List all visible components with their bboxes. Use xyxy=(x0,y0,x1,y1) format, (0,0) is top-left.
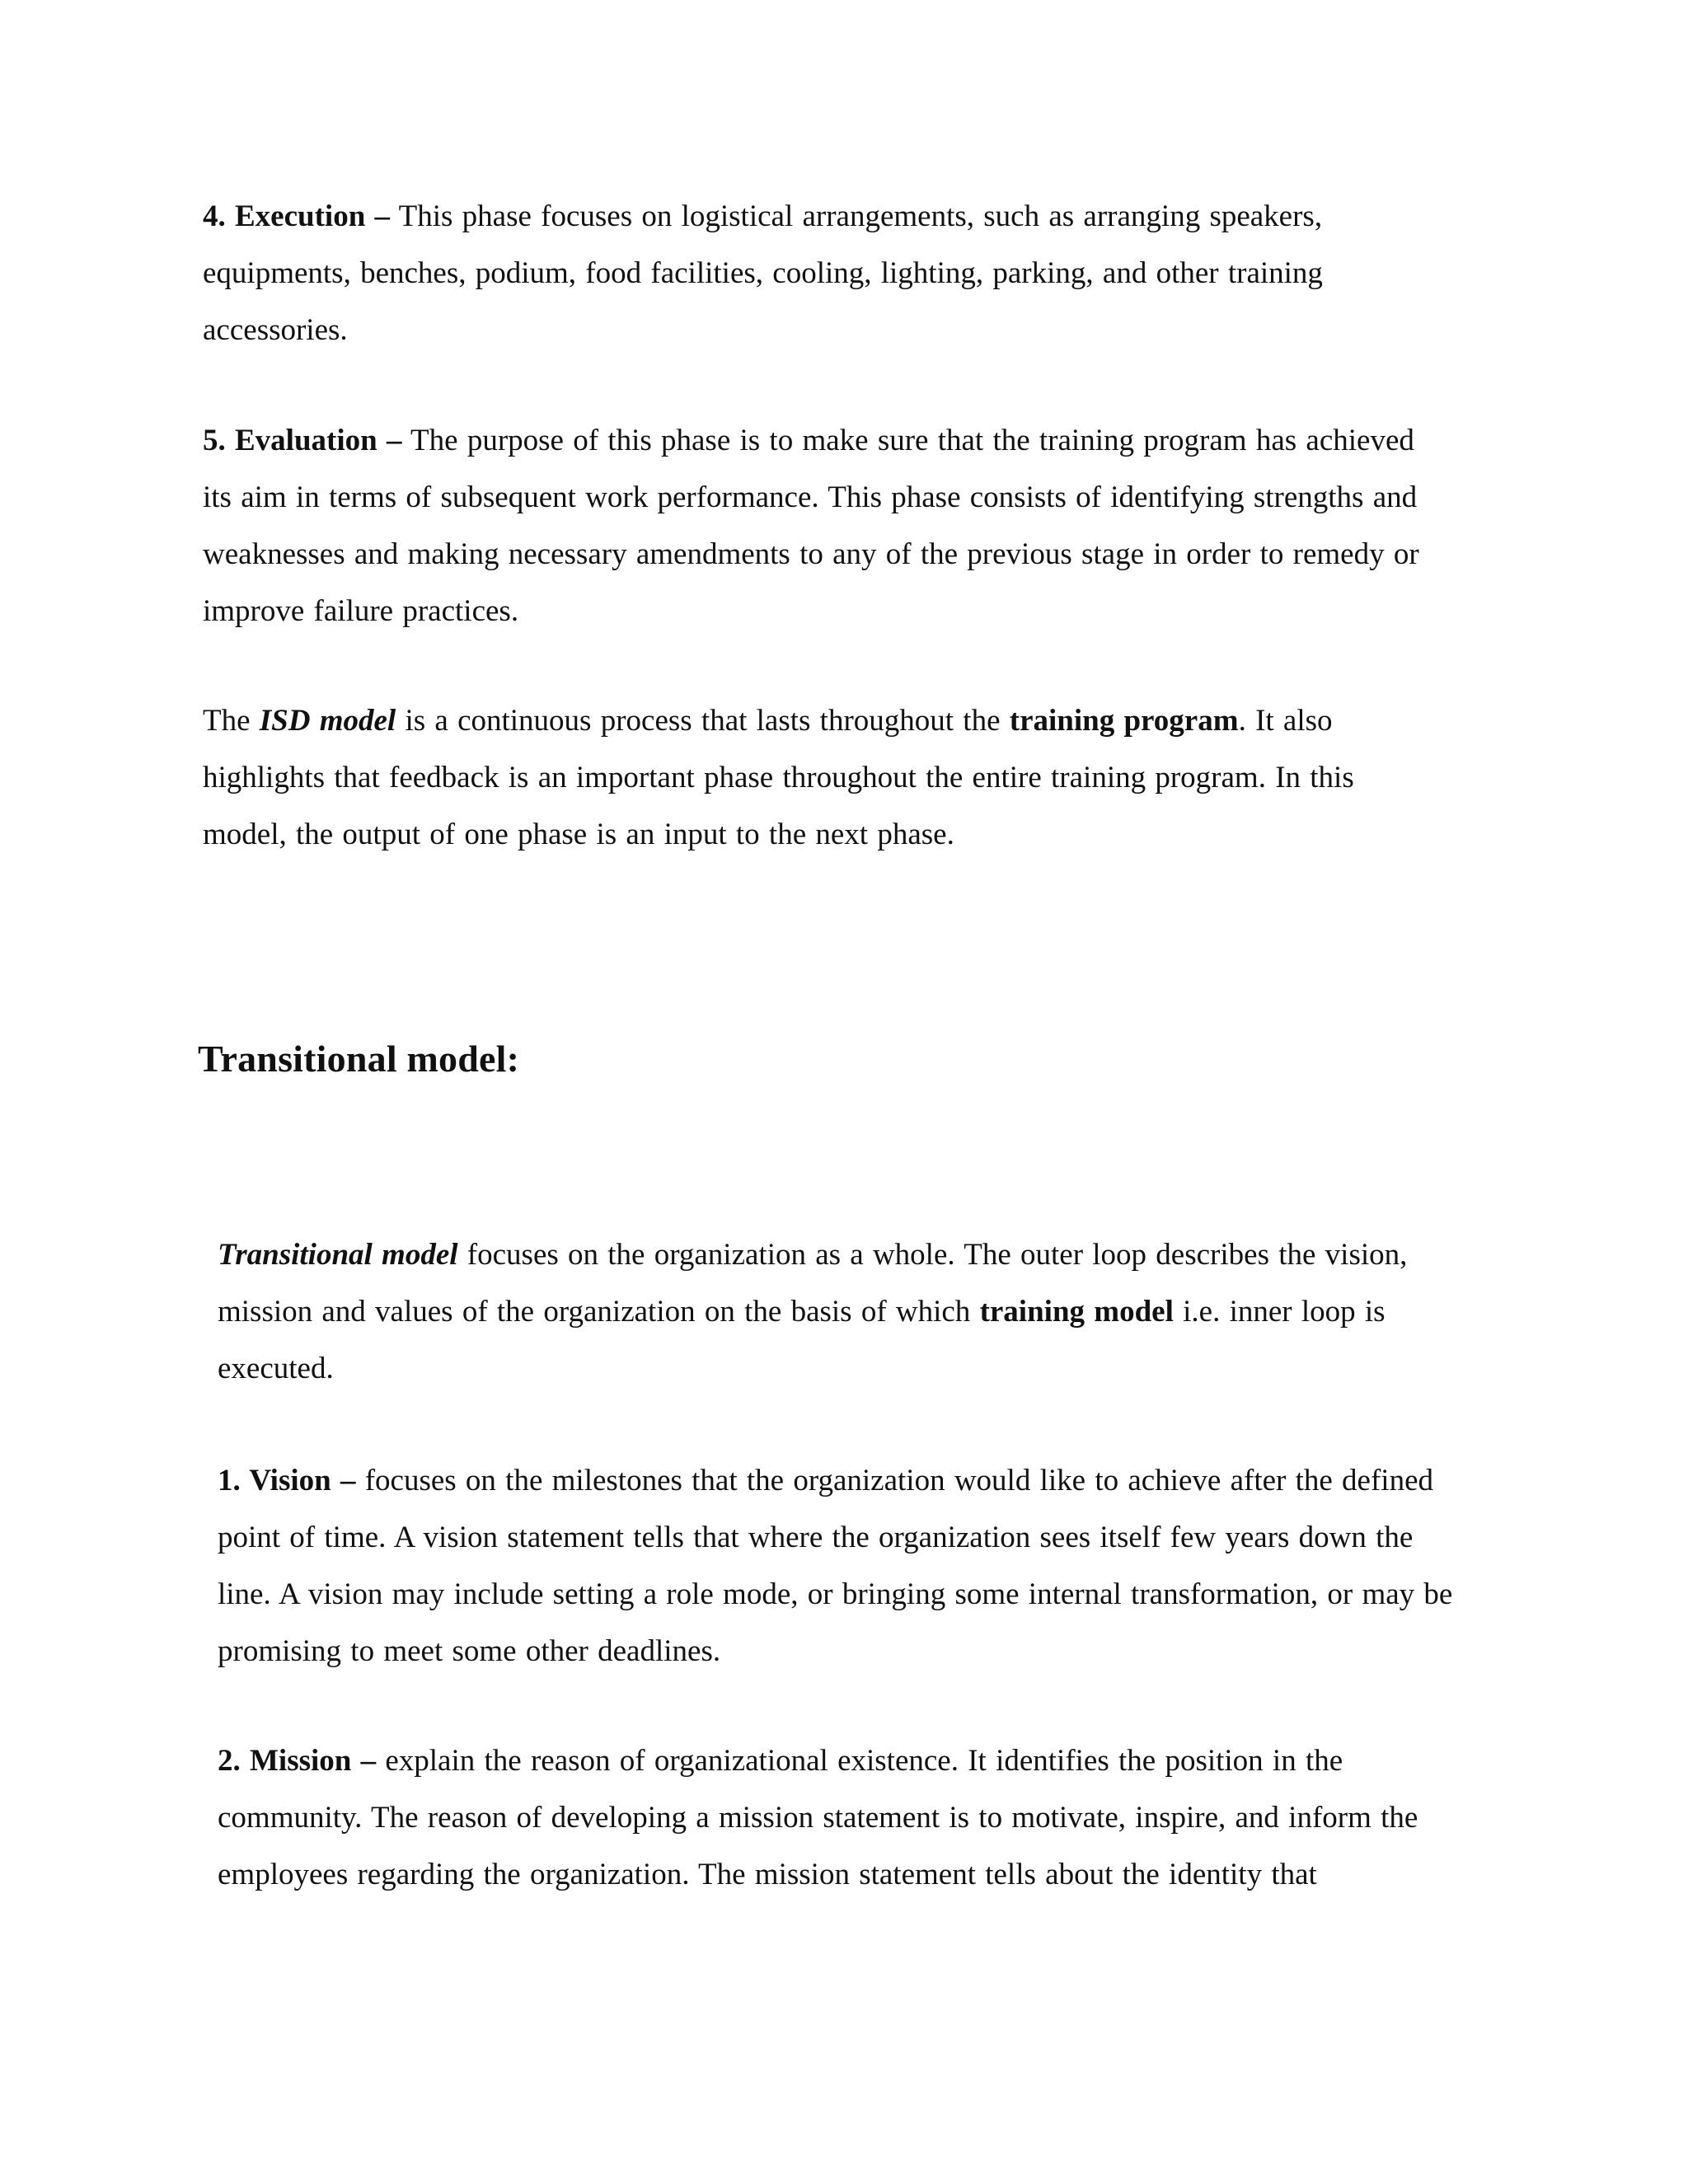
transitional-model-paragraph xyxy=(218,1226,1454,1397)
transitional-model-term: Transitional model xyxy=(218,1238,458,1272)
isd-model-paragraph xyxy=(203,692,1423,863)
transitional-text-1: focuses on the organization as a whole. The outer loop describes the vision, mission and values of the organization on the basis of which xyxy=(218,1238,1408,1329)
evaluation-term: 5. Evaluation – xyxy=(203,424,402,457)
vision-term: 1. Vision – xyxy=(218,1464,356,1497)
section-heading: Transitional model: xyxy=(198,1038,520,1080)
mission-term: 2. Mission – xyxy=(218,1744,377,1778)
execution-term: 4. Execution – xyxy=(203,199,391,233)
isd-text-1: The xyxy=(203,704,260,738)
vision-text: focuses on the milestones that the organization would like to achieve after the defined point of time. A vision statement tells that where the organization sees itself few years down the line. A vision may include setting a role mode, or bringing some internal transformation, or may be promising to meet some other deadlines. xyxy=(218,1464,1453,1668)
execution-paragraph xyxy=(203,188,1423,359)
isd-text-2: is a continuous process that lasts throughout the xyxy=(396,704,1010,738)
training-model-term: training model xyxy=(979,1295,1174,1329)
mission-text: explain the reason of organizational existence. It identifies the position in the community. The reason of developing a mission statement is to motivate, inspire, and inform the employees regarding the organization. The mission statement tells about the identity that xyxy=(218,1744,1418,1891)
isd-model-term: ISD model xyxy=(259,704,396,738)
isd-text-3: . It also highlights that feedback is an important phase throughout the entire training program. In this model, the output of one phase is an input to the next phase. xyxy=(203,704,1354,851)
vision-paragraph xyxy=(218,1452,1454,1680)
transitional-text-2: i.e. inner loop is executed. xyxy=(218,1295,1386,1385)
evaluation-paragraph xyxy=(203,412,1423,640)
execution-text: This phase focuses on logistical arrangements, such as arranging speakers, equipments, benches, podium, food facilities, cooling, lighting, parking, and other training accessories. xyxy=(203,199,1323,347)
training-program-term: training program xyxy=(1009,704,1239,738)
mission-paragraph xyxy=(218,1732,1454,1903)
evaluation-text: The purpose of this phase is to make sure that the training program has achieved its aim in terms of subsequent work performance. This phase consists of identifying strengths and weaknesses and making necessary amendments to any of the previous stage in order to remedy or improve failure practices. xyxy=(203,424,1419,628)
